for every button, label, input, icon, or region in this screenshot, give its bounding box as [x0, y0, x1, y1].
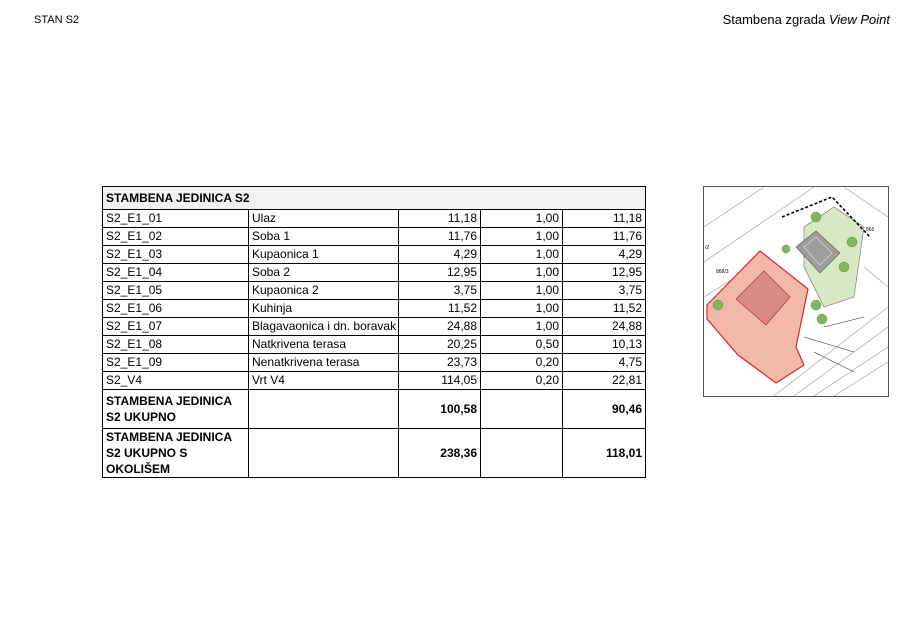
cell-area: 114,05	[399, 372, 481, 390]
cell-coef: 0,20	[481, 372, 563, 390]
cell-code: S2_E1_06	[103, 300, 249, 318]
cell-coef: 0,20	[481, 354, 563, 372]
cell-coef: 1,00	[481, 228, 563, 246]
site-plan-label: /2	[705, 245, 710, 251]
cell-name: Kuhinja	[249, 300, 399, 318]
table-row	[103, 282, 646, 300]
cell-result: 11,52	[563, 300, 646, 318]
cell-coef: 1,00	[481, 264, 563, 282]
cell-code: S2_V4	[103, 372, 249, 390]
cell-name: Natkrivena terasa	[249, 336, 399, 354]
cell-result: 10,13	[563, 336, 646, 354]
cell-code: S2_E1_05	[103, 282, 249, 300]
total-env-result: 118,01	[563, 429, 646, 478]
cell-result: 4,29	[563, 246, 646, 264]
site-plan-label: 865	[866, 227, 875, 233]
cell-name: Soba 2	[249, 264, 399, 282]
cell-code: S2_E1_04	[103, 264, 249, 282]
table-row	[103, 264, 646, 282]
cell-area: 20,25	[399, 336, 481, 354]
total-area: 100,58	[399, 390, 481, 429]
cell-name: Kupaonica 1	[249, 246, 399, 264]
table-title: STAMBENA JEDINICA S2	[103, 187, 646, 210]
cell-area: 24,88	[399, 318, 481, 336]
cell-name: Nenatkrivena terasa	[249, 354, 399, 372]
cell-coef: 0,50	[481, 336, 563, 354]
table-title-row	[103, 187, 646, 210]
cell-code: S2_E1_09	[103, 354, 249, 372]
cell-result: 4,75	[563, 354, 646, 372]
cell-name: Blagavaonica i dn. boravak	[249, 318, 399, 336]
cell-name: Vrt V4	[249, 372, 399, 390]
cell-result: 11,76	[563, 228, 646, 246]
cell-area: 11,76	[399, 228, 481, 246]
table-row	[103, 210, 646, 228]
cell-coef: 1,00	[481, 282, 563, 300]
table-row	[103, 372, 646, 390]
table-row	[103, 246, 646, 264]
cell-area: 11,18	[399, 210, 481, 228]
area-table	[102, 186, 646, 478]
cell-result: 3,75	[563, 282, 646, 300]
cell-code: S2_E1_03	[103, 246, 249, 264]
cell-code: S2_E1_01	[103, 210, 249, 228]
site-plan-drawing	[704, 187, 888, 396]
cell-coef: 1,00	[481, 210, 563, 228]
unit-label: STAN S2	[34, 14, 80, 26]
cell-result: 12,95	[563, 264, 646, 282]
cell-result: 11,18	[563, 210, 646, 228]
table-row	[103, 300, 646, 318]
cell-code: S2_E1_07	[103, 318, 249, 336]
cell-result: 24,88	[563, 318, 646, 336]
cell-name: Ulaz	[249, 210, 399, 228]
cell-coef: 1,00	[481, 246, 563, 264]
cell-area: 12,95	[399, 264, 481, 282]
total-env-label: STAMBENA JEDINICA S2 UKUPNO S OKOLIŠEM	[103, 429, 249, 478]
total-result: 90,46	[563, 390, 646, 429]
total-row	[103, 390, 646, 429]
cell-code: S2_E1_08	[103, 336, 249, 354]
cell-area: 11,52	[399, 300, 481, 318]
cell-area: 23,73	[399, 354, 481, 372]
cell-coef: 1,00	[481, 300, 563, 318]
table-row	[103, 228, 646, 246]
total-env-row	[103, 429, 646, 478]
cell-coef: 1,00	[481, 318, 563, 336]
site-plan-label: 868/3	[716, 269, 729, 275]
cell-code: S2_E1_02	[103, 228, 249, 246]
cell-name: Kupaonica 2	[249, 282, 399, 300]
table-row	[103, 336, 646, 354]
table-row	[103, 318, 646, 336]
site-plan	[703, 186, 889, 397]
cell-result: 22,81	[563, 372, 646, 390]
cell-area: 3,75	[399, 282, 481, 300]
cell-name: Soba 1	[249, 228, 399, 246]
table-row	[103, 354, 646, 372]
project-title: Stambena zgrada View Point	[722, 12, 890, 27]
total-label: STAMBENA JEDINICA S2 UKUPNO	[103, 390, 249, 429]
total-env-area: 238,36	[399, 429, 481, 478]
cell-area: 4,29	[399, 246, 481, 264]
